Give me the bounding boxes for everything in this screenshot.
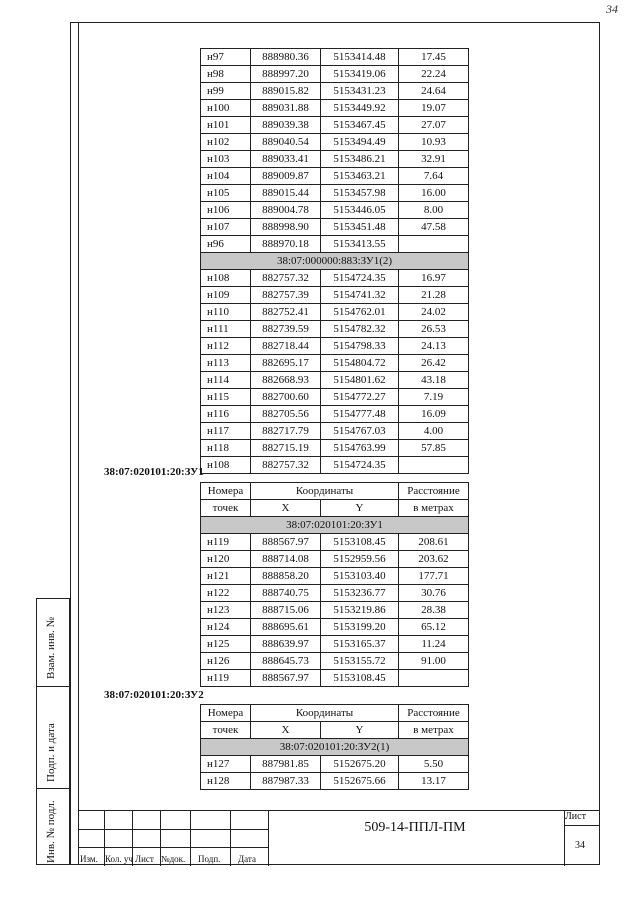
distance: 203.62 (399, 551, 469, 568)
coord-y: 5154772.27 (321, 389, 399, 406)
header-x: X (251, 722, 321, 739)
coord-x: 888645.73 (251, 653, 321, 670)
point-number: н125 (201, 636, 251, 653)
header-y: Y (321, 500, 399, 517)
header-num-2: точек (201, 500, 251, 517)
coord-x: 888567.97 (251, 670, 321, 687)
point-number: н101 (201, 117, 251, 134)
table-row (201, 185, 469, 202)
coord-y: 5154801.62 (321, 372, 399, 389)
distance: 47.58 (399, 219, 469, 236)
distance (399, 457, 469, 474)
document-code: 509-14-ППЛ-ПМ (364, 820, 466, 835)
distance: 13.17 (399, 773, 469, 790)
distance: 8.00 (399, 202, 469, 219)
section-label: 38:07:020101:20:ЗУ1 (201, 517, 469, 534)
side-cell-podp (37, 686, 71, 788)
table-row (201, 406, 469, 423)
table-row (201, 619, 469, 636)
distance: 24.13 (399, 338, 469, 355)
table-row (201, 585, 469, 602)
sheet-label: Лист (565, 811, 586, 822)
distance: 57.85 (399, 440, 469, 457)
coord-x: 889033.41 (251, 151, 321, 168)
coord-x: 882717.79 (251, 423, 321, 440)
coord-y: 5153463.21 (321, 168, 399, 185)
table-row (201, 287, 469, 304)
coord-x: 889040.54 (251, 134, 321, 151)
coord-x: 888567.97 (251, 534, 321, 551)
coord-x: 888980.36 (251, 49, 321, 66)
point-number: н117 (201, 423, 251, 440)
point-number: н109 (201, 287, 251, 304)
distance: 32.91 (399, 151, 469, 168)
point-number: н98 (201, 66, 251, 83)
distance (399, 236, 469, 253)
coord-y: 5153451.48 (321, 219, 399, 236)
header-dist-2: в метрах (399, 500, 469, 517)
coord-y: 5153413.55 (321, 236, 399, 253)
distance: 19.07 (399, 100, 469, 117)
coord-x: 882715.19 (251, 440, 321, 457)
title-block (78, 810, 600, 866)
distance: 7.64 (399, 168, 469, 185)
distance: 16.00 (399, 185, 469, 202)
plot-title-zu2: 38:07:020101:20:ЗУ2 (104, 689, 204, 701)
table-row (201, 321, 469, 338)
coord-x: 882752.41 (251, 304, 321, 321)
coord-x: 889039.38 (251, 117, 321, 134)
point-number: н128 (201, 773, 251, 790)
table-row (201, 389, 469, 406)
point-number: н112 (201, 338, 251, 355)
page-corner-number: 34 (606, 2, 618, 16)
coord-y: 5154777.48 (321, 406, 399, 423)
header-num: Номера (201, 705, 251, 722)
distance: 91.00 (399, 653, 469, 670)
point-number: н111 (201, 321, 251, 338)
table-row (201, 202, 469, 219)
distance: 24.02 (399, 304, 469, 321)
header-dist: Расстояние (399, 705, 469, 722)
coord-y: 5152675.20 (321, 756, 399, 773)
coord-y: 5153486.21 (321, 151, 399, 168)
coord-y: 5153457.98 (321, 185, 399, 202)
table-row (201, 773, 469, 790)
distance: 28.38 (399, 602, 469, 619)
side-cell-vzam (37, 599, 71, 686)
table-section-row (201, 517, 469, 534)
coord-x: 882757.32 (251, 270, 321, 287)
coord-y: 5153219.86 (321, 602, 399, 619)
table-row (201, 338, 469, 355)
distance: 11.24 (399, 636, 469, 653)
point-number: н99 (201, 83, 251, 100)
sheet-number: 34 (575, 840, 585, 851)
distance: 177.71 (399, 568, 469, 585)
coord-y: 5153431.23 (321, 83, 399, 100)
table-row (201, 134, 469, 151)
coord-x: 888695.61 (251, 619, 321, 636)
header-num-2: точек (201, 722, 251, 739)
point-number: н124 (201, 619, 251, 636)
header-coords: Координаты (251, 705, 399, 722)
coord-y: 5152959.56 (321, 551, 399, 568)
table-row (201, 534, 469, 551)
distance: 65.12 (399, 619, 469, 636)
point-number: н121 (201, 568, 251, 585)
coord-x: 882739.59 (251, 321, 321, 338)
point-number: н122 (201, 585, 251, 602)
distance: 16.09 (399, 406, 469, 423)
coord-y: 5154798.33 (321, 338, 399, 355)
table-row (201, 66, 469, 83)
distance: 208.61 (399, 534, 469, 551)
point-number: н100 (201, 100, 251, 117)
coord-y: 5153467.45 (321, 117, 399, 134)
coord-x: 887987.33 (251, 773, 321, 790)
coord-x: 888715.06 (251, 602, 321, 619)
plot-title-zu1: 38:07:020101:20:ЗУ1 (104, 466, 204, 478)
table-row (201, 270, 469, 287)
distance: 4.00 (399, 423, 469, 440)
coord-y: 5153236.77 (321, 585, 399, 602)
point-number: н114 (201, 372, 251, 389)
point-number: н97 (201, 49, 251, 66)
point-number: н103 (201, 151, 251, 168)
table-row (201, 219, 469, 236)
side-label-vzam: Взам. инв. № (45, 617, 57, 679)
coord-y: 5153155.72 (321, 653, 399, 670)
coord-x: 882718.44 (251, 338, 321, 355)
coord-y: 5154763.99 (321, 440, 399, 457)
coord-y: 5154782.32 (321, 321, 399, 338)
coord-x: 887981.85 (251, 756, 321, 773)
stamp-list: Лист (135, 854, 154, 864)
coord-x: 882757.32 (251, 457, 321, 474)
table-row (201, 100, 469, 117)
header-num: Номера (201, 483, 251, 500)
distance (399, 670, 469, 687)
table-row (201, 653, 469, 670)
coord-x: 889004.78 (251, 202, 321, 219)
coord-y: 5153165.37 (321, 636, 399, 653)
coord-x: 888639.97 (251, 636, 321, 653)
distance: 27.07 (399, 117, 469, 134)
distance: 26.53 (399, 321, 469, 338)
distance: 26.42 (399, 355, 469, 372)
table-section-row (201, 739, 469, 756)
point-number: н107 (201, 219, 251, 236)
table-row (201, 440, 469, 457)
point-number: н119 (201, 670, 251, 687)
point-number: н119 (201, 534, 251, 551)
point-number: н105 (201, 185, 251, 202)
coord-y: 5153449.92 (321, 100, 399, 117)
table-section-row (201, 253, 469, 270)
coord-y: 5153199.20 (321, 619, 399, 636)
point-number: н108 (201, 457, 251, 474)
distance: 21.28 (399, 287, 469, 304)
coord-y: 5154724.35 (321, 270, 399, 287)
coord-y: 5153494.49 (321, 134, 399, 151)
coord-x: 888714.08 (251, 551, 321, 568)
coord-x: 888858.20 (251, 568, 321, 585)
side-stamp-strip (36, 598, 70, 865)
side-label-inv: Инв. № подл. (45, 800, 57, 863)
stamp-kol: Кол. уч (105, 854, 133, 864)
point-number: н108 (201, 270, 251, 287)
coord-x: 888970.18 (251, 236, 321, 253)
point-number: н113 (201, 355, 251, 372)
table-row (201, 168, 469, 185)
coord-x: 889009.87 (251, 168, 321, 185)
point-number: н120 (201, 551, 251, 568)
coord-y: 5154724.35 (321, 457, 399, 474)
side-cell-inv (37, 788, 71, 866)
coord-x: 882700.60 (251, 389, 321, 406)
distance: 43.18 (399, 372, 469, 389)
stamp-podp: Подп. (198, 854, 221, 864)
coord-y: 5153446.05 (321, 202, 399, 219)
stamp-data: Дата (238, 854, 256, 864)
coord-x: 888740.75 (251, 585, 321, 602)
distance: 10.93 (399, 134, 469, 151)
point-number: н102 (201, 134, 251, 151)
point-number: н104 (201, 168, 251, 185)
table-row (201, 670, 469, 687)
table-row (201, 568, 469, 585)
distance: 22.24 (399, 66, 469, 83)
point-number: н127 (201, 756, 251, 773)
coord-x: 882705.56 (251, 406, 321, 423)
coord-x: 882695.17 (251, 355, 321, 372)
distance: 5.50 (399, 756, 469, 773)
point-number: н123 (201, 602, 251, 619)
coord-x: 882757.39 (251, 287, 321, 304)
table-row (201, 151, 469, 168)
coordinates-table-2 (200, 482, 469, 687)
point-number: н118 (201, 440, 251, 457)
coord-y: 5153108.45 (321, 534, 399, 551)
table-row (201, 83, 469, 100)
coord-x: 889031.88 (251, 100, 321, 117)
coordinates-table-1 (200, 48, 469, 474)
distance: 16.97 (399, 270, 469, 287)
coord-y: 5153108.45 (321, 670, 399, 687)
header-coords: Координаты (251, 483, 399, 500)
distance: 17.45 (399, 49, 469, 66)
coord-y: 5154762.01 (321, 304, 399, 321)
coord-y: 5153414.48 (321, 49, 399, 66)
coord-y: 5154741.32 (321, 287, 399, 304)
distance: 24.64 (399, 83, 469, 100)
header-dist-2: в метрах (399, 722, 469, 739)
coord-x: 889015.82 (251, 83, 321, 100)
table-row (201, 49, 469, 66)
coord-y: 5153103.40 (321, 568, 399, 585)
point-number: н126 (201, 653, 251, 670)
coord-y: 5154767.03 (321, 423, 399, 440)
coord-x: 889015.44 (251, 185, 321, 202)
point-number: н115 (201, 389, 251, 406)
header-dist: Расстояние (399, 483, 469, 500)
point-number: н96 (201, 236, 251, 253)
table-row (201, 117, 469, 134)
coord-x: 882668.93 (251, 372, 321, 389)
table-row (201, 304, 469, 321)
point-number: н110 (201, 304, 251, 321)
coord-y: 5154804.72 (321, 355, 399, 372)
header-y: Y (321, 722, 399, 739)
table-row (201, 636, 469, 653)
stamp-izm: Изм. (80, 854, 98, 864)
section-label: 38:07:000000:883:ЗУ1(2) (201, 253, 469, 270)
table-row (201, 355, 469, 372)
table-row (201, 756, 469, 773)
coord-x: 888998.90 (251, 219, 321, 236)
point-number: н106 (201, 202, 251, 219)
table-row (201, 551, 469, 568)
table-row (201, 423, 469, 440)
header-x: X (251, 500, 321, 517)
coord-y: 5153419.06 (321, 66, 399, 83)
coordinates-table-3 (200, 704, 469, 790)
coord-y: 5152675.66 (321, 773, 399, 790)
distance: 7.19 (399, 389, 469, 406)
side-label-podp: Подп. и дата (45, 723, 57, 782)
section-label: 38:07:020101:20:ЗУ2(1) (201, 739, 469, 756)
coord-x: 888997.20 (251, 66, 321, 83)
distance: 30.76 (399, 585, 469, 602)
stamp-ndok: №док. (161, 854, 186, 864)
point-number: н116 (201, 406, 251, 423)
table-row (201, 602, 469, 619)
table-row (201, 457, 469, 474)
table-row (201, 236, 469, 253)
table-row (201, 372, 469, 389)
